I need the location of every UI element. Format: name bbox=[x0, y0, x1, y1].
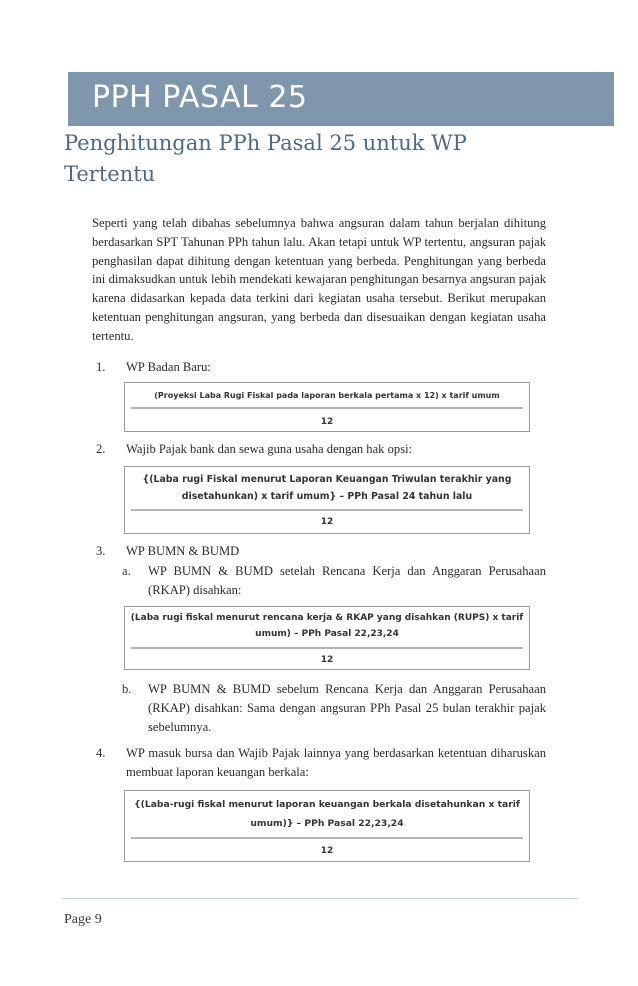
formula-numerator-line-2: disetahunkan) x tarif umum} – PPh Pasal 24 tahun lalu bbox=[181, 491, 473, 502]
sub-item-letter: b. bbox=[122, 682, 132, 696]
sub-list-item bbox=[122, 562, 546, 602]
fraction-line bbox=[131, 647, 523, 649]
formula-denominator: 12 bbox=[320, 417, 334, 427]
list-item bbox=[96, 358, 546, 378]
formula-box bbox=[124, 382, 530, 432]
fraction-line bbox=[131, 837, 523, 839]
item-label: WP masuk bursa dan Wajib Pajak lainnya yang berdasarkan ketentuan diharuskan membuat laporan keuangan berkala: bbox=[126, 746, 546, 779]
formula-numerator-line-2: umum) – PPh Pasal 22,23,24 bbox=[255, 629, 399, 639]
formula-denominator: 12 bbox=[320, 846, 334, 856]
formula-numerator-line-1: {(Laba rugi Fiskal menurut Laporan Keuangan Triwulan terakhir yang bbox=[142, 474, 512, 485]
item-number: 2. bbox=[96, 442, 106, 456]
sub-item-text: WP BUMN & BUMD setelah Rencana Kerja dan Anggaran Perusahaan (RKAP) disahkan: bbox=[148, 564, 546, 597]
page-heading: Penghitungan PPh Pasal 25 untuk WP Tertentu bbox=[64, 131, 467, 186]
item-number: 1. bbox=[96, 360, 106, 374]
fraction-line bbox=[131, 509, 523, 511]
item-number: 3. bbox=[96, 544, 106, 558]
list-item bbox=[96, 542, 546, 562]
item-label: Wajib Pajak bank dan sewa guna usaha dengan hak opsi: bbox=[126, 442, 413, 456]
formula-denominator: 12 bbox=[320, 517, 334, 527]
list-item bbox=[96, 744, 546, 784]
formula-denominator: 12 bbox=[320, 655, 334, 665]
list-item bbox=[96, 440, 546, 460]
sub-list-item bbox=[122, 680, 546, 740]
intro-paragraph: Seperti yang telah dibahas sebelumnya bahwa angsuran dalam tahun berjalan dihitung berdasarkan SPT Tahunan PPh tahun lalu. Akan tetapi untuk WP tertentu, angsuran pajak penghasilan dapat dihitung dengan ketentuan yang berbeda. Penghitungan yang berbeda ini dimaksudkan untuk lebih mendekati kewajaran penghitungan besarnya angsuran pajak karena didasarkan kepada data terkini dari kegiatan usaha tersebut. Berikut merupakan ketentuan penghitungan angsuran, yang berbeda dan disesuaikan dengan kegiatan usaha tertentu. bbox=[92, 216, 546, 343]
item-label: WP BUMN & BUMD bbox=[126, 544, 240, 558]
sub-item-letter: a. bbox=[122, 564, 131, 578]
footer-divider bbox=[62, 898, 578, 899]
formula-numerator: (Proyeksi Laba Rugi Fiskal pada laporan berkala pertama x 12) x tarif umum bbox=[154, 391, 500, 400]
formula-box bbox=[124, 606, 530, 670]
formula-box bbox=[124, 790, 530, 862]
sub-item-text: WP BUMN & BUMD sebelum Rencana Kerja dan Anggaran Perusahaan (RKAP) disahkan: Sama dengan angsuran PPh Pasal 25 bulan terakhir pajak sebelumnya. bbox=[148, 682, 546, 734]
formula-numerator-line-2: umum)} – PPh Pasal 22,23,24 bbox=[250, 818, 404, 829]
item-label: WP Badan Baru: bbox=[126, 360, 211, 374]
formula-numerator-line-1: (Laba rugi fiskal menurut rencana kerja & RKAP yang disahkan (RUPS) x tarif bbox=[130, 613, 524, 623]
page-number: Page 9 bbox=[64, 912, 102, 927]
banner-title: PPH PASAL 25 bbox=[92, 80, 308, 115]
formula-box bbox=[124, 466, 530, 534]
fraction-line bbox=[131, 407, 523, 409]
section-banner bbox=[68, 72, 614, 126]
formula-numerator-line-1: {(Laba-rugi fiskal menurut laporan keuangan berkala disetahunkan x tarif bbox=[134, 799, 520, 810]
item-number: 4. bbox=[96, 746, 106, 760]
